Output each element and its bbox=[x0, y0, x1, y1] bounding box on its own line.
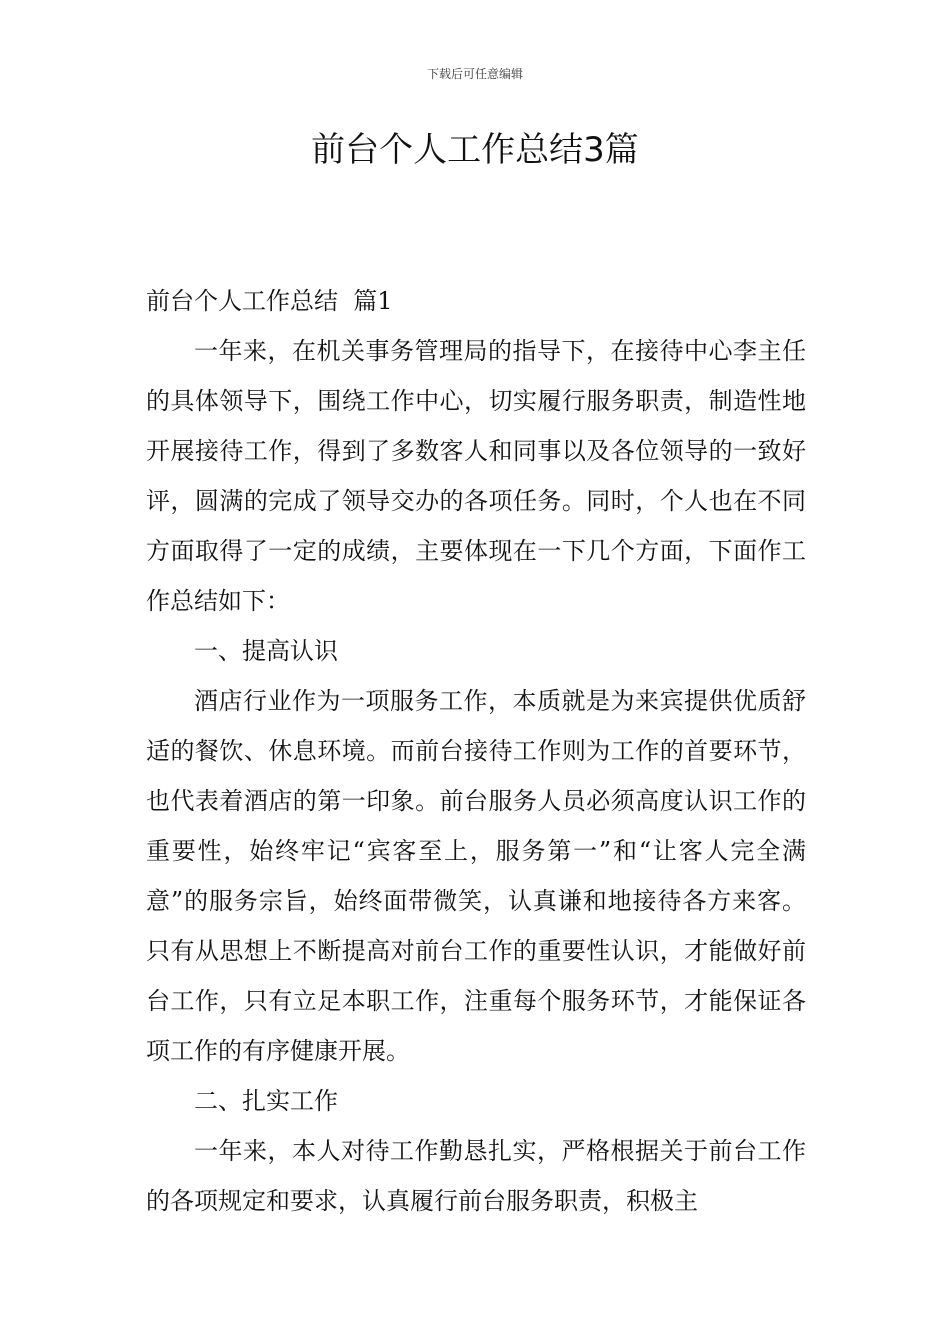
section-heading: 前台个人工作总结 篇1 bbox=[146, 287, 393, 315]
subheading-raise-awareness: 一、提高认识 bbox=[194, 637, 338, 665]
paragraph-solid-work: 一年来，本人对待工作勤恳扎实，严格根据关于前台工作的各项规定和要求，认真履行前台服务职责，积极主 bbox=[146, 1137, 806, 1215]
paragraph-intro: 一年来，在机关事务管理局的指导下，在接待中心李主任的具体领导下，围绕工作中心，切实履行服务职责，制造性地开展接待工作，得到了多数客人和同事以及各位领导的一致好评，圆满的完成了领导交办的各项任务。同时，个人也在不同方面取得了一定的成绩，主要体现在一下几个方面，下面作工作总结如下： bbox=[146, 337, 806, 615]
header-note: 下载后可任意编辑 bbox=[426, 67, 523, 81]
document-title: 前台个人工作总结3篇 bbox=[311, 130, 639, 170]
paragraph-raise-awareness: 酒店行业作为一项服务工作，本质就是为来宾提供优质舒适的餐饮、休息环境。而前台接待工作则为工作的首要环节，也代表着酒店的第一印象。前台服务人员必须高度认识工作的重要性，始终牢记“宾客至上，服务第一”和“让客人完全满意”的服务宗旨，始终面带微笑，认真谦和地接待各方来客。只有从思想上不断提高对前台工作的重要性认识，才能做好前台工作，只有立足本职工作，注重每个服务环节，才能保证各项工作的有序健康开展。 bbox=[146, 687, 806, 1065]
subheading-solid-work: 二、扎实工作 bbox=[194, 1087, 338, 1115]
document-body bbox=[146, 276, 806, 1226]
